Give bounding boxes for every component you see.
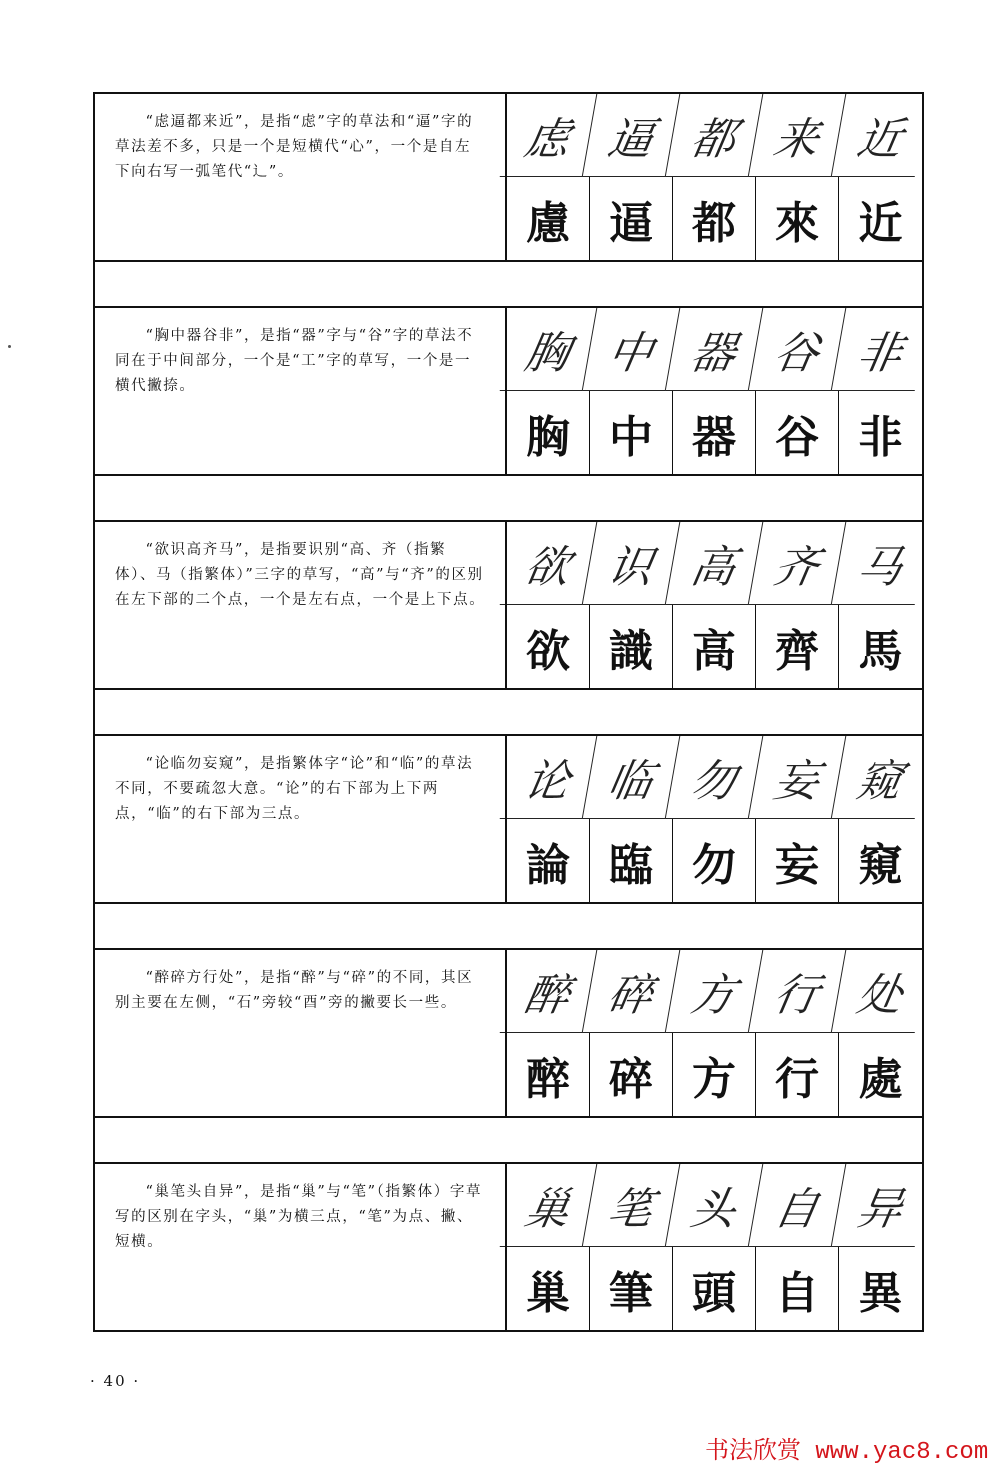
cursive-char: 碎 [583,950,681,1033]
regular-char: 齊 [756,605,839,688]
cursive-char: 欲 [500,522,598,605]
cursive-char: 行 [749,950,847,1033]
section-2 [95,308,922,476]
regular-char: 頭 [673,1247,756,1330]
regular-char: 巢 [507,1247,590,1330]
regular-char: 非 [858,411,903,463]
cursive-char: 谷 [749,308,847,391]
page-number: · 40 · [90,1372,141,1390]
cursive-char: 高 [666,522,764,605]
cursive-char: 勿 [666,736,764,819]
cursive-char: 齐 [749,522,847,605]
character-grid [507,308,922,474]
watermark: 书法欣赏 www.yac8.com [705,1439,989,1466]
cursive-char: 虑 [500,94,598,177]
description: “虑逼都来近”，是指“虑”字的草法和“逼”字的草法差不多，只是一个是短横代“心”，一个是自左下向右写一弧笔代“辶”。 [95,94,507,260]
section-gap [95,904,922,950]
calligraphy-table [93,92,924,1332]
regular-char: 行 [756,1033,839,1116]
cursive-char: 异 [832,1164,930,1247]
regular-char: 臨 [590,819,673,902]
cursive-char: 器 [666,308,764,391]
section-4 [95,736,922,904]
regular-char: 逼 [590,177,673,260]
section-6 [95,1164,922,1330]
section-gap [95,262,922,308]
regular-char: 處 [858,1053,903,1105]
regular-char: 窺 [858,839,903,891]
regular-char: 胸 [507,391,590,474]
stray-mark [8,345,11,348]
regular-char: 識 [590,605,673,688]
cursive-char: 马 [832,522,930,605]
cursive-char: 窥 [832,736,930,819]
cursive-char: 方 [666,950,764,1033]
character-grid [507,94,922,260]
regular-char: 勿 [673,819,756,902]
regular-char: 慮 [507,177,590,260]
section-gap [95,1118,922,1164]
description: “论临勿妄窥”，是指繁体字“论”和“临”的草法不同，不要疏忽大意。“论”的右下部为上下两点，“临”的右下部为三点。 [95,736,507,902]
cursive-char: 来 [749,94,847,177]
character-grid [507,1164,922,1330]
section-1 [95,94,922,262]
cursive-char: 识 [583,522,681,605]
description: “胸中器谷非”，是指“器”字与“谷”字的草法不同在于中间部分，一个是“工”字的草写，一个是一横代撇捺。 [95,308,507,474]
cursive-char: 头 [666,1164,764,1247]
section-3 [95,522,922,690]
regular-char: 方 [673,1033,756,1116]
regular-char: 自 [756,1247,839,1330]
regular-char: 論 [507,819,590,902]
cursive-char: 逼 [583,94,681,177]
cursive-char: 非 [832,308,930,391]
regular-char: 高 [673,605,756,688]
cursive-char: 醉 [500,950,598,1033]
cursive-char: 胸 [500,308,598,391]
description: “醉碎方行处”，是指“醉”与“碎”的不同，其区别主要在左侧，“石”旁较“酉”旁的撇要长一些。 [95,950,507,1116]
description: “巢笔头自异”，是指“巢”与“笔”（指繁体）字草写的区别在字头，“巢”为横三点，“笔”为点、撇、短横。 [95,1164,507,1330]
regular-char: 都 [673,177,756,260]
description: “欲识高齐马”，是指要识别“高、齐（指繁体）、马（指繁体）”三字的草写，“高”与“齐”的区别在左下部的二个点，一个是左右点，一个是上下点。 [95,522,507,688]
section-gap [95,476,922,522]
cursive-char: 巢 [500,1164,598,1247]
cursive-char: 近 [832,94,930,177]
cursive-char: 论 [500,736,598,819]
regular-char: 碎 [590,1033,673,1116]
regular-char: 谷 [756,391,839,474]
cursive-char: 临 [583,736,681,819]
regular-char: 異 [858,1267,903,1319]
cursive-char: 妄 [749,736,847,819]
cursive-char: 处 [832,950,930,1033]
regular-char: 筆 [590,1247,673,1330]
regular-char: 中 [590,391,673,474]
section-gap [95,690,922,736]
character-grid [507,736,922,902]
regular-char: 來 [756,177,839,260]
cursive-char: 自 [749,1164,847,1247]
cursive-char: 都 [666,94,764,177]
regular-char: 欲 [507,605,590,688]
regular-char: 器 [673,391,756,474]
character-grid [507,950,922,1116]
regular-char: 馬 [858,625,903,677]
regular-char: 近 [858,197,903,249]
section-5 [95,950,922,1118]
character-grid [507,522,922,688]
regular-char: 妄 [756,819,839,902]
regular-char: 醉 [507,1033,590,1116]
cursive-char: 中 [583,308,681,391]
cursive-char: 笔 [583,1164,681,1247]
